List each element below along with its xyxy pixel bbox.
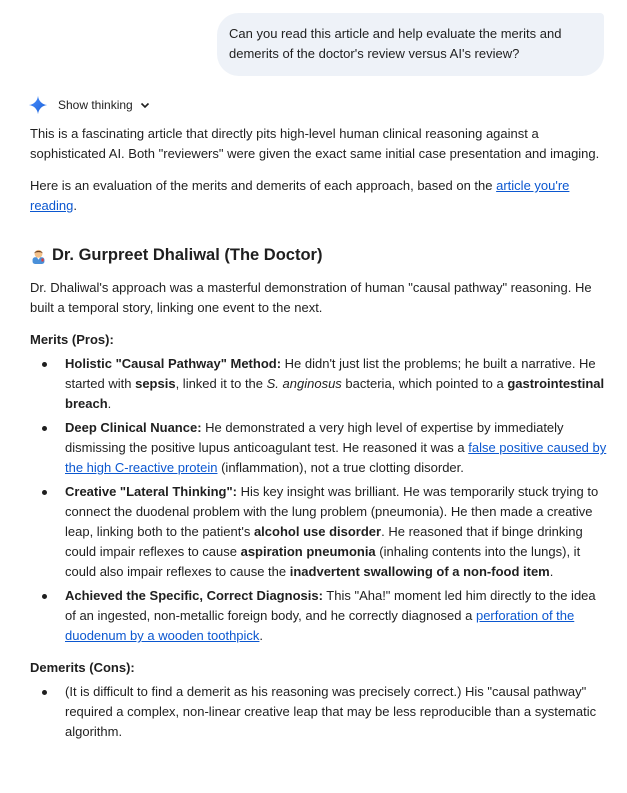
article-link[interactable]: article you're reading xyxy=(30,178,570,213)
list-item: Holistic "Causal Pathway" Method: He didn't just list the problems; he built a narrative. He started with sepsis, linked it to the S. anginosus bacteria, which pointed to a gastrointestinal breach. xyxy=(30,354,610,414)
response-body xyxy=(30,124,610,746)
list-item: Deep Clinical Nuance: He demonstrated a very high level of expertise by immediately dismissing the positive lupus anticoagulant test. He reasoned it was a false positive caused by the high C-reactive protein (inflammation), not a true clotting disorder. xyxy=(30,418,610,478)
list-item: Achieved the Specific, Correct Diagnosis: This "Aha!" moment led him directly to the idea of an ingested, non-metallic foreign body, and he correctly diagnosed a perforation of the duodenum by a wooden toothpick. xyxy=(30,586,610,646)
false-positive-link[interactable]: false positive caused by the high C-reactive protein xyxy=(65,440,607,475)
show-thinking-toggle[interactable] xyxy=(28,95,151,115)
doctor-section-heading: Dr. Gurpreet Dhaliwal (The Doctor) xyxy=(30,244,610,266)
toothpick-link[interactable]: perforation of the duodenum by a wooden toothpick xyxy=(65,608,575,643)
doctor-summary: Dr. Dhaliwal's approach was a masterful demonstration of human "causal pathway" reasoning. He built a temporal story, linking one event to the next. xyxy=(30,280,592,315)
demerits-list xyxy=(30,682,610,742)
intro-paragraph-2: Here is an evaluation of the merits and demerits of each approach, based on the article you're reading. xyxy=(30,178,570,213)
list-item: Creative "Lateral Thinking": His key insight was brilliant. He was temporarily stuck trying to connect the duodenal problem with the lung problem (pneumonia). He then made a creative leap, linking both to the patient's alcohol use disorder. He reasoned that if binge drinking could impair reflexes to cause aspiration pneumonia (inhaling contents into the lungs), it could also impair reflexes to cause the inadvertent swallowing of a non-food item. xyxy=(30,482,610,582)
merits-list xyxy=(30,354,610,646)
intro-paragraph: This is a fascinating article that directly pits high-level human clinical reasoning against a sophisticated AI. Both "reviewers" were given the exact same initial case presentation and imaging. xyxy=(30,126,600,161)
demerits-heading: Demerits (Cons): xyxy=(30,660,135,675)
merits-heading: Merits (Pros): xyxy=(30,332,114,347)
doctor-emoji-icon xyxy=(30,247,47,264)
gemini-sparkle-icon xyxy=(28,95,48,115)
list-item: (It is difficult to find a demerit as his reasoning was precisely correct.) His "causal pathway" required a complex, non-linear creative leap that may be less reproducible than a systematic algorithm. xyxy=(30,682,610,742)
user-message-bubble: Can you read this article and help evaluate the merits and demerits of the doctor's review versus AI's review? xyxy=(217,13,604,76)
chevron-down-icon[interactable] xyxy=(139,99,151,111)
show-thinking-label[interactable]: Show thinking xyxy=(58,98,133,112)
